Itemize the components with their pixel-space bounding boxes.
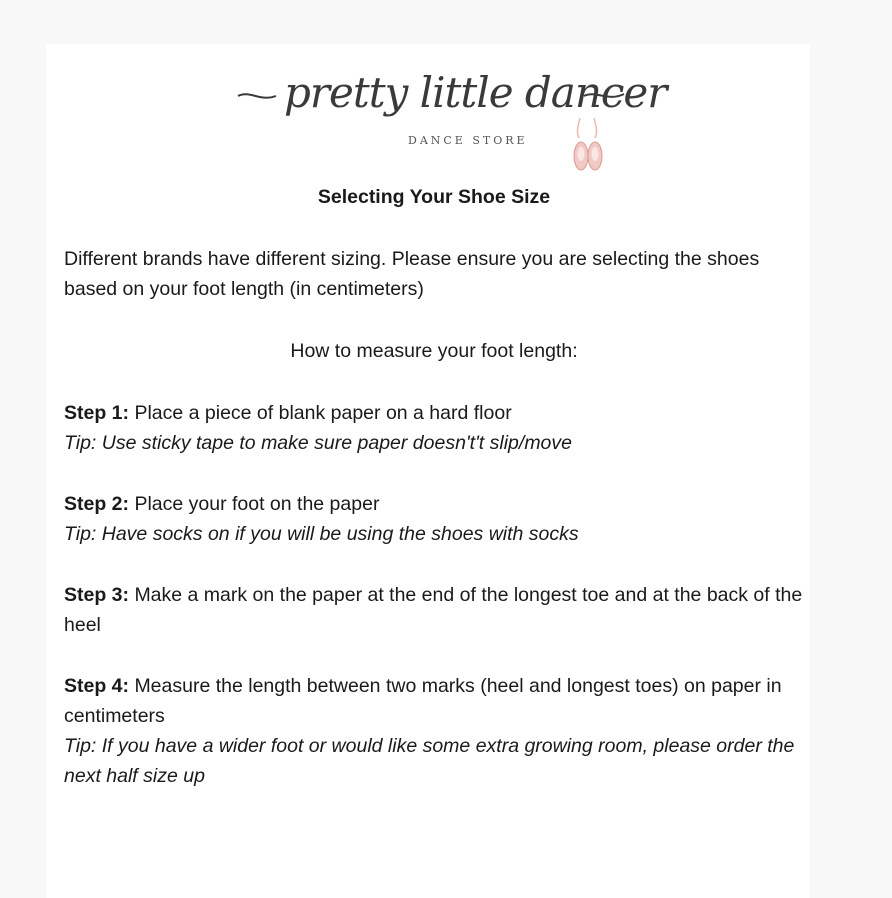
step-tip: Tip: Use sticky tape to make sure paper doesn't't slip/move [64, 432, 572, 454]
step-1 [64, 398, 804, 458]
step-tip: Tip: If you have a wider foot or would like some extra growing room, please order the next half size up [64, 735, 795, 787]
step-text: Place your foot on the paper [134, 493, 380, 515]
step-label: Step 1: [64, 402, 130, 424]
document-page [46, 44, 810, 898]
step-tip: Tip: Have socks on if you will be using the shoes with socks [64, 523, 579, 545]
step-label: Step 2: [64, 493, 130, 515]
step-label: Step 3: [64, 584, 130, 606]
brand-subtitle: DANCE STORE [408, 134, 528, 147]
how-to-heading: How to measure your foot length: [290, 340, 578, 362]
document-body [64, 182, 804, 822]
step-3 [64, 580, 804, 640]
ballet-shoes-icon [570, 116, 606, 172]
step-text: Make a mark on the paper at the end of the longest toe and at the back of the heel [64, 584, 803, 636]
intro-paragraph: Different brands have different sizing. Please ensure you are selecting the shoes based on your foot length (in centimeters) [64, 248, 760, 300]
brand-script: pretty little dancer [284, 68, 667, 117]
step-text: Measure the length between two marks (heel and longest toes) on paper in centimeters [64, 675, 782, 727]
step-2 [64, 489, 804, 549]
brand-logo [236, 62, 667, 162]
page-title: Selecting Your Shoe Size [317, 186, 551, 208]
step-text: Place a piece of blank paper on a hard floor [134, 402, 512, 424]
step-label: Step 4: [64, 675, 130, 697]
step-4 [64, 671, 804, 791]
